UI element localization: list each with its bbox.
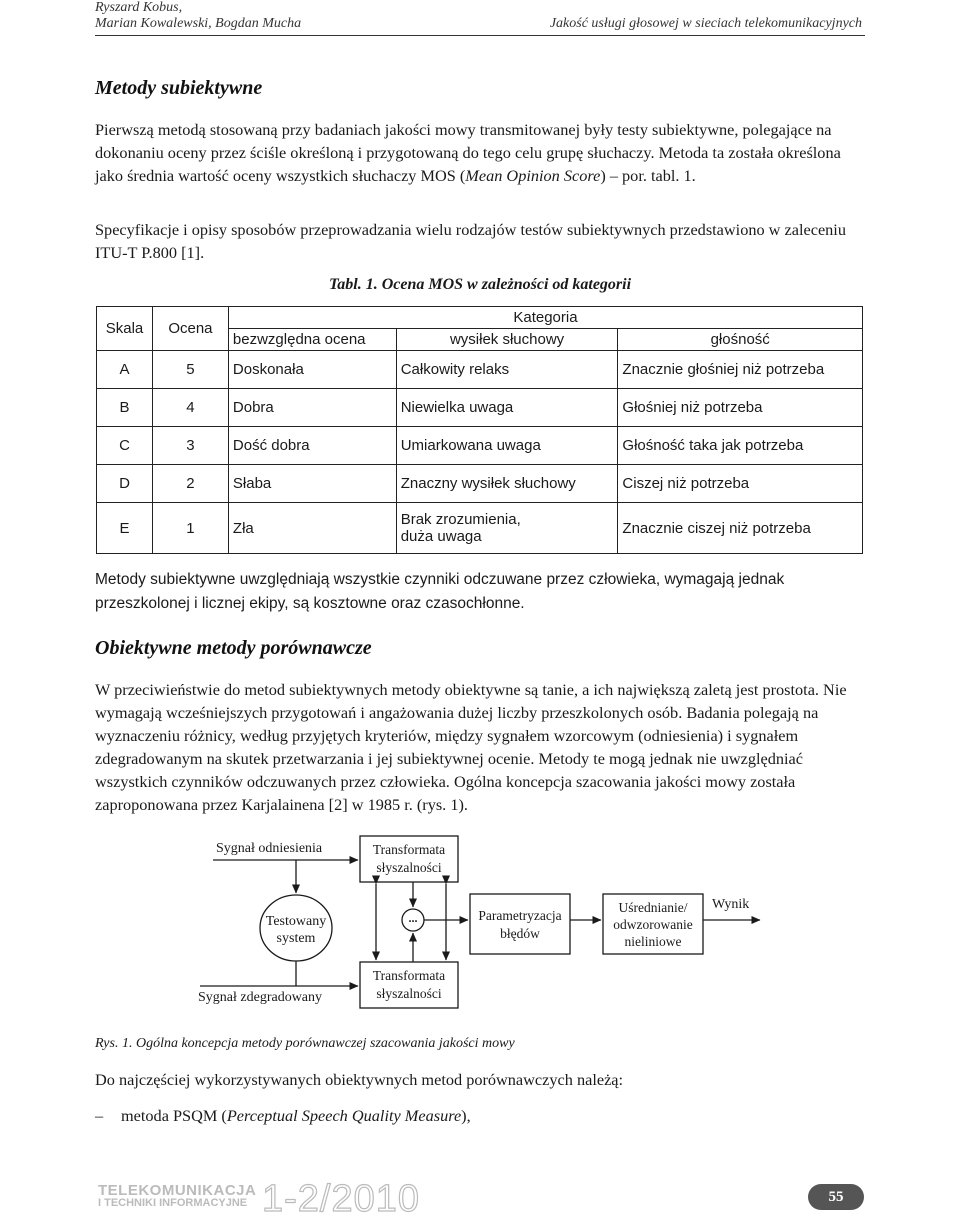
param-label-line1: Parametryzacja	[478, 908, 562, 923]
cell-glosnosc: Głośność taka jak potrzeba	[618, 427, 863, 465]
cell-glosnosc: Ciszej niż potrzeba	[618, 465, 863, 503]
header-journal-title: Jakość usługi głosowej w sieciach telekomunikacyjnych	[549, 16, 862, 31]
avg-label-line1: Uśrednianie/	[618, 900, 688, 915]
table-subheader-bezwzgledna: bezwzględna ocena	[228, 329, 396, 351]
paragraph-text: Pierwszą metodą stosowaną przy badaniach jakości mowy transmitowanej były testy subiektywne, polegające na dokonaniu oceny przez ściśle określoną i przygotowaną do tego celu grupę słuchaczy. Metoda ta została określona jako średnia wartość oceny wszystkich słuchaczy MOS (	[95, 120, 841, 185]
system-label-line2: system	[276, 931, 316, 946]
cell-bezwzgledna: Dobra	[228, 389, 396, 427]
journal-logo	[98, 1184, 256, 1210]
cell-wysilek: Znaczny wysiłek słuchowy	[396, 465, 618, 503]
paragraph-emphasis: Mean Opinion Score	[465, 166, 601, 185]
cell-bezwzgledna: Dość dobra	[228, 427, 396, 465]
issue-number: 1-2/2010	[262, 1178, 421, 1220]
table-header-kategoria: Kategoria	[228, 307, 862, 329]
param-label-line2: błędów	[500, 926, 540, 941]
transform-top-line2: słyszalności	[376, 860, 442, 875]
list-item	[95, 1106, 471, 1126]
cell-wysilek: Niewielka uwaga	[396, 389, 618, 427]
parametrization-box	[470, 894, 570, 954]
cell-bezwzgledna: Zła	[228, 503, 396, 554]
logo-line1: TELEKOMUNIKACJA	[98, 1182, 257, 1199]
cell-glosnosc: Znacznie głośniej niż potrzeba	[618, 351, 863, 389]
system-label-line1: Testowany	[265, 914, 327, 929]
logo-line2: I TECHNIKI INFORMACYJNE	[98, 1197, 248, 1209]
header-authors-line1: Ryszard Kobus,	[95, 0, 183, 15]
paragraph-text: ) – por. tabl. 1.	[600, 166, 696, 185]
list-dash: –	[95, 1106, 104, 1125]
avg-label-line3: nieliniowe	[624, 934, 682, 949]
cell-skala: E	[97, 503, 153, 554]
paragraph-after-table: Metody subiektywne uwzględniają wszystkie czynniki odczuwane przez człowieka, wymagają jednak przeszkolonej i licznej ekipy, są kosztowne oraz czasochłonne.	[95, 571, 785, 612]
figure-caption: Rys. 1. Ogólna koncepcja metody porównawczej szacowania jakości mowy	[95, 1036, 515, 1051]
cell-skala: B	[97, 389, 153, 427]
cell-bezwzgledna: Doskonała	[228, 351, 396, 389]
paragraph-itu-ref: Specyfikacje i opisy sposobów przeprowadzania wielu rodzajów testów subiektywnych przedstawiono w zaleceniu ITU-T P.800 [1].	[95, 220, 846, 262]
list-item-text: metoda PSQM (	[121, 1106, 227, 1125]
cell-ocena: 3	[152, 427, 228, 465]
table-subheader-glosnosc: głośność	[618, 329, 863, 351]
cell-bezwzgledna: Słaba	[228, 465, 396, 503]
cell-ocena: 2	[152, 465, 228, 503]
cell-wysilek: Całkowity relaks	[396, 351, 618, 389]
transform-bottom-line1: Transformata	[372, 968, 446, 983]
table-caption: Tabl. 1. Ocena MOS w zależności od kategorii	[328, 276, 632, 293]
cell-wysilek: Umiarkowana uwaga	[396, 427, 618, 465]
list-item-emphasis: Perceptual Speech Quality Measure	[226, 1106, 462, 1125]
cell-ocena: 5	[152, 351, 228, 389]
section-heading-objective: Obiektywne metody porównawcze	[95, 637, 372, 659]
header-authors-line2: Marian Kowalewski, Bogdan Mucha	[95, 16, 302, 31]
cell-ocena: 4	[152, 389, 228, 427]
cell-glosnosc: Znacznie ciszej niż potrzeba	[618, 503, 863, 554]
page-number-badge: 55	[808, 1184, 864, 1210]
avg-label-line2: odwzorowanie	[613, 917, 693, 932]
cell-skala: D	[97, 465, 153, 503]
ref-signal-label: Sygnał odniesienia	[216, 841, 323, 856]
cell-skala: A	[97, 351, 153, 389]
list-item-text-end: ),	[461, 1106, 471, 1125]
cell-glosnosc: Głośniej niż potrzeba	[618, 389, 863, 427]
table-header-ocena: Ocena	[152, 307, 228, 351]
cell-wysilek-line2: duża uwaga	[400, 528, 482, 545]
output-label: Wynik	[712, 897, 750, 912]
cell-ocena: 1	[152, 503, 228, 554]
deg-signal-label: Sygnał zdegradowany	[198, 990, 323, 1005]
cell-skala: C	[97, 427, 153, 465]
table-header-skala: Skala	[97, 307, 153, 351]
transform-bottom-line2: słyszalności	[376, 986, 442, 1001]
paragraph-list-intro: Do najczęściej wykorzystywanych obiektywnych metod porównawczych należą:	[95, 1070, 624, 1089]
ellipsis-label: ...	[408, 911, 418, 925]
table-subheader-wysilek: wysiłek słuchowy	[396, 329, 618, 351]
section-heading-subjective: Metody subiektywne	[95, 77, 263, 99]
cell-wysilek-line1: Brak zrozumienia,	[400, 511, 521, 528]
transform-top-line1: Transformata	[372, 842, 446, 857]
paragraph-objective: W przeciwieństwie do metod subiektywnych metody obiektywne są tanie, a ich największą zaletą jest prostota. Nie wymagają wcześniejszych przygotowań i angażowania dużej liczby przeszkolonych osób. Badania polegają na wyznaczeniu różnicy, według przyjętych kryteriów, między sygnałem wzorcowym (odniesienia) i sygnałem zdegradowanym na skutek przetwarzania i jej subiektywnej ocenie. Metody te mogą jednak nie uwzględniać wszystkich czynników odczuwanych przez człowieka. Ogólna koncepcja szacowania jakości mowy została zaproponowana przez Karjalainena [2] w 1985 r. (rys. 1).	[95, 680, 847, 814]
